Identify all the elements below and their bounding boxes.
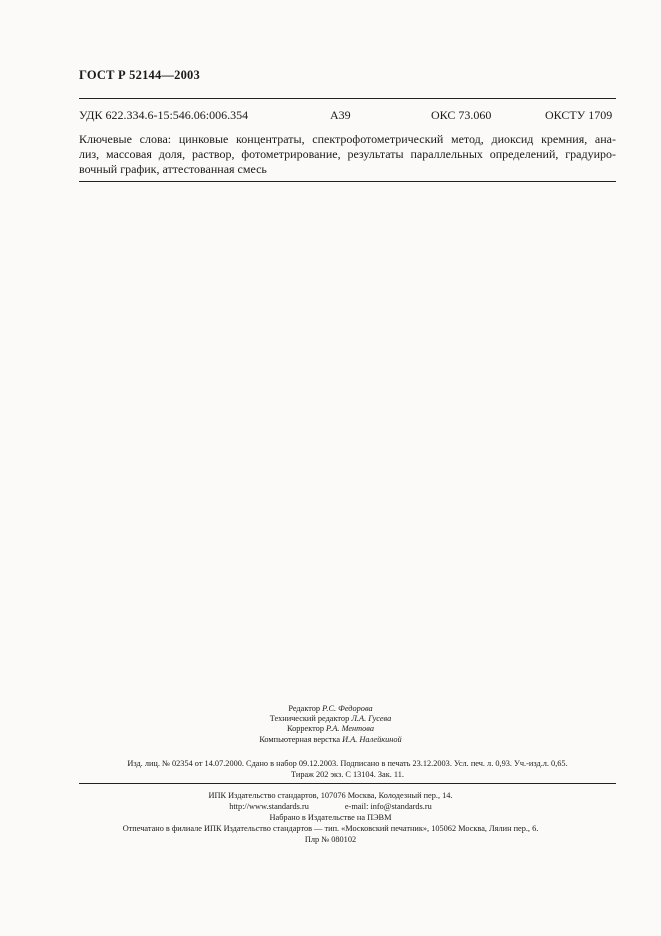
corrector-name: Р.А. Ментова	[326, 724, 375, 734]
publication-details: Изд. лиц. № 02354 от 14.07.2000. Сдано в набор 09.12.2003. Подписано в печать 23.12.2003. Усл. печ. л. 0,93. Уч.-изд.л. 0,65.	[127, 759, 568, 768]
publisher-address: ИПК Издательство стандартов, 107076 Москва, Колодезный пер., 14.	[208, 791, 453, 800]
imprint-block	[0, 790, 661, 845]
udk-code: УДК 622.334.6-15:546.06:006.354	[79, 108, 249, 122]
print-run-details: Тираж 202 экз. С 13104. Зак. 11.	[291, 770, 404, 779]
keywords-paragraph	[79, 132, 616, 177]
oks-code: ОКС 73.060	[431, 108, 492, 122]
credits-block	[0, 704, 661, 745]
tech-editor-line	[0, 714, 661, 724]
corrector-label: Корректор	[286, 724, 324, 734]
layout-line	[0, 735, 661, 745]
keywords-line: лиз, массовая доля, раствор, фотометрирование, результаты параллельных определений, градуиро-	[79, 147, 616, 161]
email-link[interactable]: e-mail: info@standards.ru	[344, 802, 432, 811]
plr-number: Плр № 080102	[304, 835, 357, 844]
tech-editor-label: Технический редактор	[269, 714, 350, 724]
contact-line	[0, 801, 661, 812]
group-code: А39	[330, 108, 351, 122]
top-divider	[79, 98, 616, 99]
standard-header: ГОСТ Р 52144—2003	[79, 68, 200, 82]
editor-line	[0, 704, 661, 714]
okstu-code: ОКСТУ 1709	[545, 108, 613, 122]
printer-note: Отпечатано в филиале ИПК Издательство стандартов — тип. «Московский печатник», 105062 Москва, Лялин пер., 6.	[122, 824, 539, 833]
editor-label: Редактор	[288, 704, 321, 713]
keywords-line: вочный график, аттестованная смесь	[79, 162, 267, 176]
layout-label: Компьютерная верстка	[259, 734, 341, 744]
keywords-line: Ключевые слова: цинковые концентраты, спектрофотометрический метод, диоксид кремния, ана-	[79, 132, 616, 146]
website-link[interactable]: http://www.standards.ru	[229, 802, 309, 811]
keywords-divider	[79, 181, 616, 182]
layout-name: И.А. Налейкиной	[342, 734, 402, 744]
typeset-note: Набрано в Издательстве на ПЭВМ	[269, 813, 392, 822]
editor-name: Р.С. Федорова	[322, 704, 373, 713]
corrector-line	[0, 724, 661, 734]
tech-editor-name: Л.А. Гусева	[351, 714, 392, 724]
imprint-divider	[79, 783, 616, 784]
